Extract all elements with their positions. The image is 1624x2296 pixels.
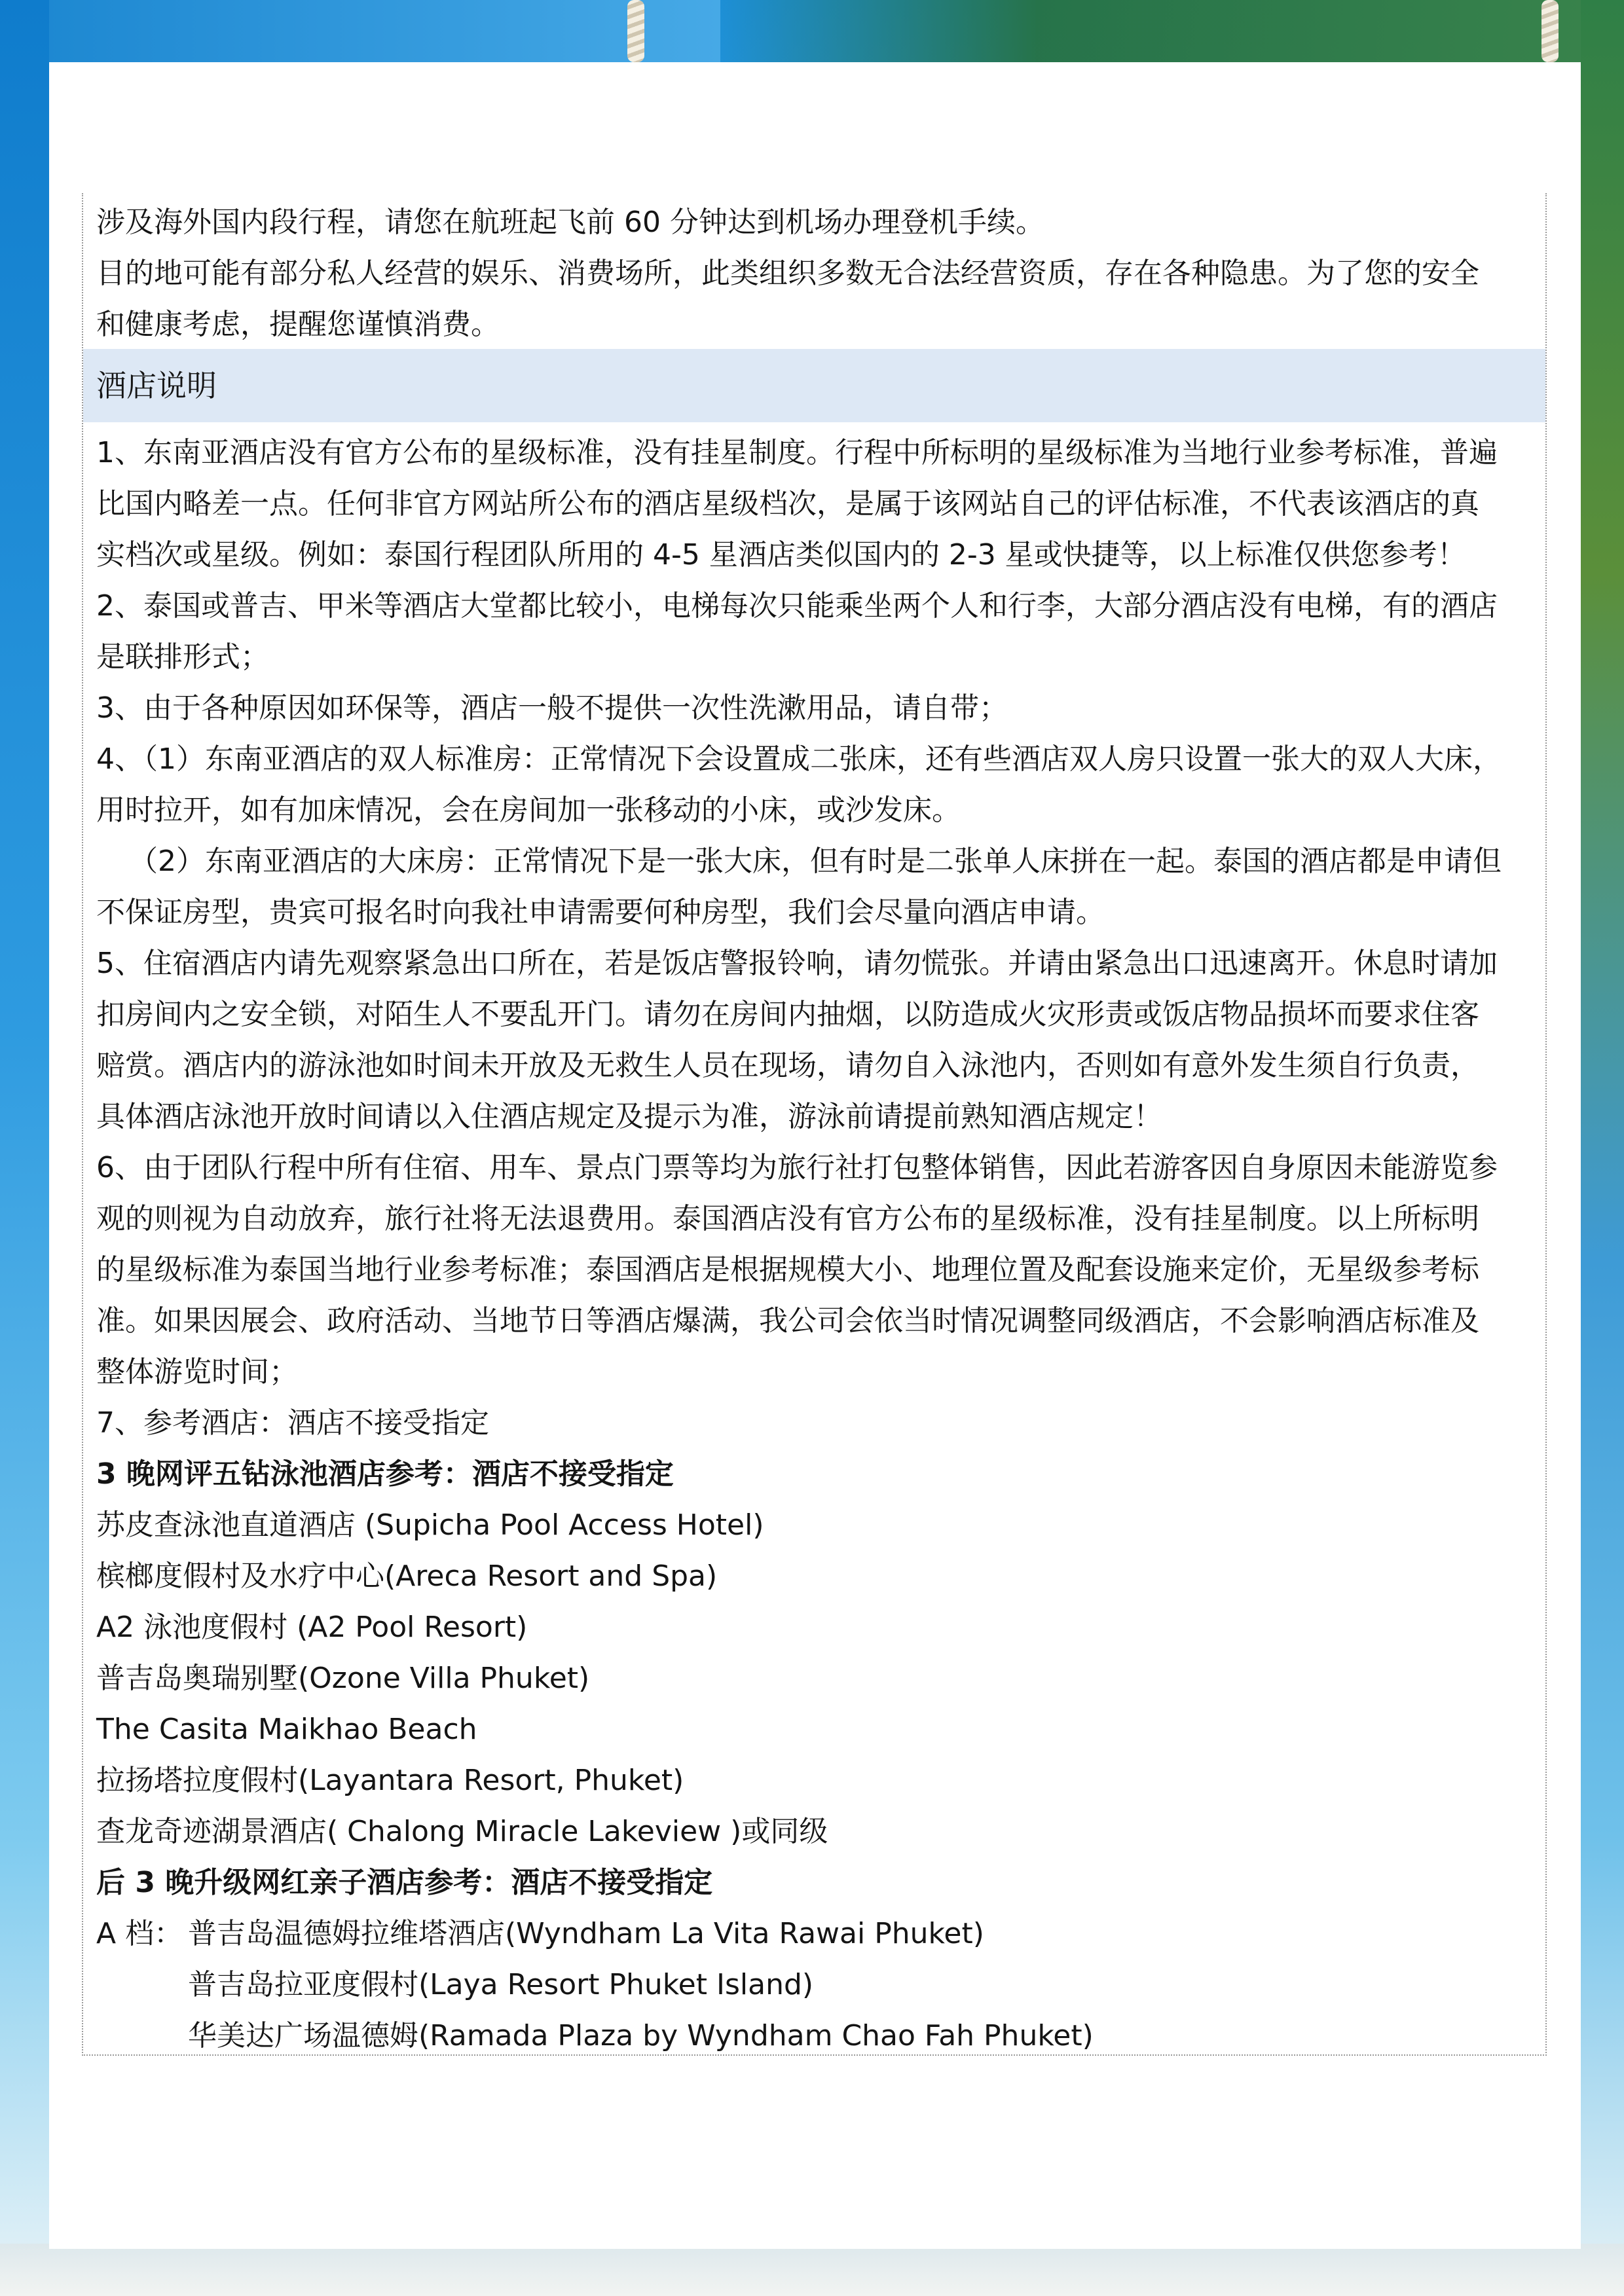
document-content xyxy=(82,193,1547,2056)
note-line: 观的则视为自动放弃，旅行社将无法退费用。泰国酒店没有官方公布的星级标准，没有挂星制度。以上所标明 xyxy=(96,1202,1479,1235)
hotel-list-item: 普吉岛拉亚度假村(Laya Resort Phuket Island) xyxy=(188,1968,814,2001)
note-line: 具体酒店泳池开放时间请以入住酒店规定及提示为准，游泳前请提前熟知酒店规定！ xyxy=(96,1100,1162,1133)
intro-line: 涉及海外国内段行程，请您在航班起飞前 60 分钟达到机场办理登机手续。 xyxy=(96,206,1044,239)
section-title: 酒店说明 xyxy=(96,368,217,403)
note-line: 不保证房型，贵宾可报名时向我社申请需要何种房型，我们会尽量向酒店申请。 xyxy=(96,896,1105,929)
hotel-list-item: 华美达广场温德姆(Ramada Plaza by Wyndham Chao Fah Phuket) xyxy=(188,2019,1094,2052)
hotel-tier-label: A 档： xyxy=(96,1917,183,1950)
hotel-group-heading: 3 晚网评五钻泳池酒店参考：酒店不接受指定 xyxy=(96,1457,674,1491)
hotel-list-item: 普吉岛奥瑞别墅(Ozone Villa Phuket) xyxy=(96,1662,590,1695)
note-line: 4、（1）东南亚酒店的双人标准房：正常情况下会设置成二张床，还有些酒店双人房只设置一张大的双人大床， xyxy=(96,742,1502,776)
note-line: 比国内略差一点。任何非官方网站所公布的酒店星级档次，是属于该网站自己的评估标准，不代表该酒店的真 xyxy=(96,487,1479,520)
hotel-list-item: A2 泳池度假村 (A2 Pool Resort) xyxy=(96,1611,528,1644)
note-line: 整体游览时间； xyxy=(96,1355,298,1389)
hotel-list-item: 槟榔度假村及水疗中心(Areca Resort and Spa) xyxy=(96,1559,718,1593)
hanging-rope-left xyxy=(627,0,644,62)
section-header-hotel-notes xyxy=(83,349,1545,422)
note-line: 实档次或星级。例如：泰国行程团队所用的 4-5 星酒店类似国内的 2-3 星或快捷等，以上标准仅供您参考！ xyxy=(96,538,1466,572)
note-line: 准。如果因展会、政府活动、当地节日等酒店爆满，我公司会依当时情况调整同级酒店，不会影响酒店标准及 xyxy=(96,1304,1479,1338)
hotel-list-item: The Casita Maikhao Beach xyxy=(96,1713,477,1746)
note-line: 3、由于各种原因如环保等，酒店一般不提供一次性洗漱用品，请自带； xyxy=(96,691,1008,725)
sky-background xyxy=(0,0,720,62)
note-line: 扣房间内之安全锁，对陌生人不要乱开门。请勿在房间内抽烟，以防造成火灾形责或饭店物品损坏而要求住客 xyxy=(96,998,1479,1031)
hotel-list-item: 普吉岛温德姆拉维塔酒店(Wyndham La Vita Rawai Phuket) xyxy=(188,1917,984,1950)
hotel-list-item: 苏皮查泳池直道酒店 (Supicha Pool Access Hotel) xyxy=(96,1508,764,1542)
note-line: 的星级标准为泰国当地行业参考标准；泰国酒店是根据规模大小、地理位置及配套设施来定价，无星级参考标 xyxy=(96,1253,1479,1286)
palm-tree-background xyxy=(720,0,1624,62)
note-line: 6、由于团队行程中所有住宿、用车、景点门票等均为旅行社打包整体销售，因此若游客因自身原因未能游览参 xyxy=(96,1151,1498,1184)
beach-sand-background xyxy=(0,2244,1624,2296)
intro-line: 和健康考虑，提醒您谨慎消费。 xyxy=(96,308,500,341)
ocean-background-left xyxy=(0,0,49,2296)
palm-background-right xyxy=(1581,0,1624,2296)
hotel-group-heading: 后 3 晚升级网红亲子酒店参考：酒店不接受指定 xyxy=(96,1866,713,1899)
note-line: 是联排形式； xyxy=(96,640,269,674)
note-line: 2、泰国或普吉、甲米等酒店大堂都比较小，电梯每次只能乘坐两个人和行李，大部分酒店没有电梯，有的酒店 xyxy=(96,589,1498,623)
note-line: （2）东南亚酒店的大床房：正常情况下是一张大床，但有时是二张单人床拼在一起。泰国的酒店都是申请但 xyxy=(129,845,1502,878)
hotel-list-item: 查龙奇迹湖景酒店( Chalong Miracle Lakeview )或同级 xyxy=(96,1815,828,1848)
note-line: 赔赏。酒店内的游泳池如时间未开放及无救生人员在现场，请勿自入泳池内，否则如有意外发生须自行负责， xyxy=(96,1049,1479,1082)
intro-line: 目的地可能有部分私人经营的娱乐、消费场所，此类组织多数无合法经营资质，存在各种隐患。为了您的安全 xyxy=(96,257,1479,290)
note-line: 用时拉开，如有加床情况，会在房间加一张移动的小床，或沙发床。 xyxy=(96,793,961,827)
note-line: 1、东南亚酒店没有官方公布的星级标准，没有挂星制度。行程中所标明的星级标准为当地行业参考标准，普遍 xyxy=(96,436,1498,469)
hanging-rope-right xyxy=(1541,0,1559,62)
note-line: 7、参考酒店：酒店不接受指定 xyxy=(96,1406,489,1440)
note-line: 5、住宿酒店内请先观察紧急出口所在，若是饭店警报铃响，请勿慌张。并请由紧急出口迅速离开。休息时请加 xyxy=(96,947,1498,980)
hotel-list-item: 拉扬塔拉度假村(Layantara Resort, Phuket) xyxy=(96,1764,684,1797)
